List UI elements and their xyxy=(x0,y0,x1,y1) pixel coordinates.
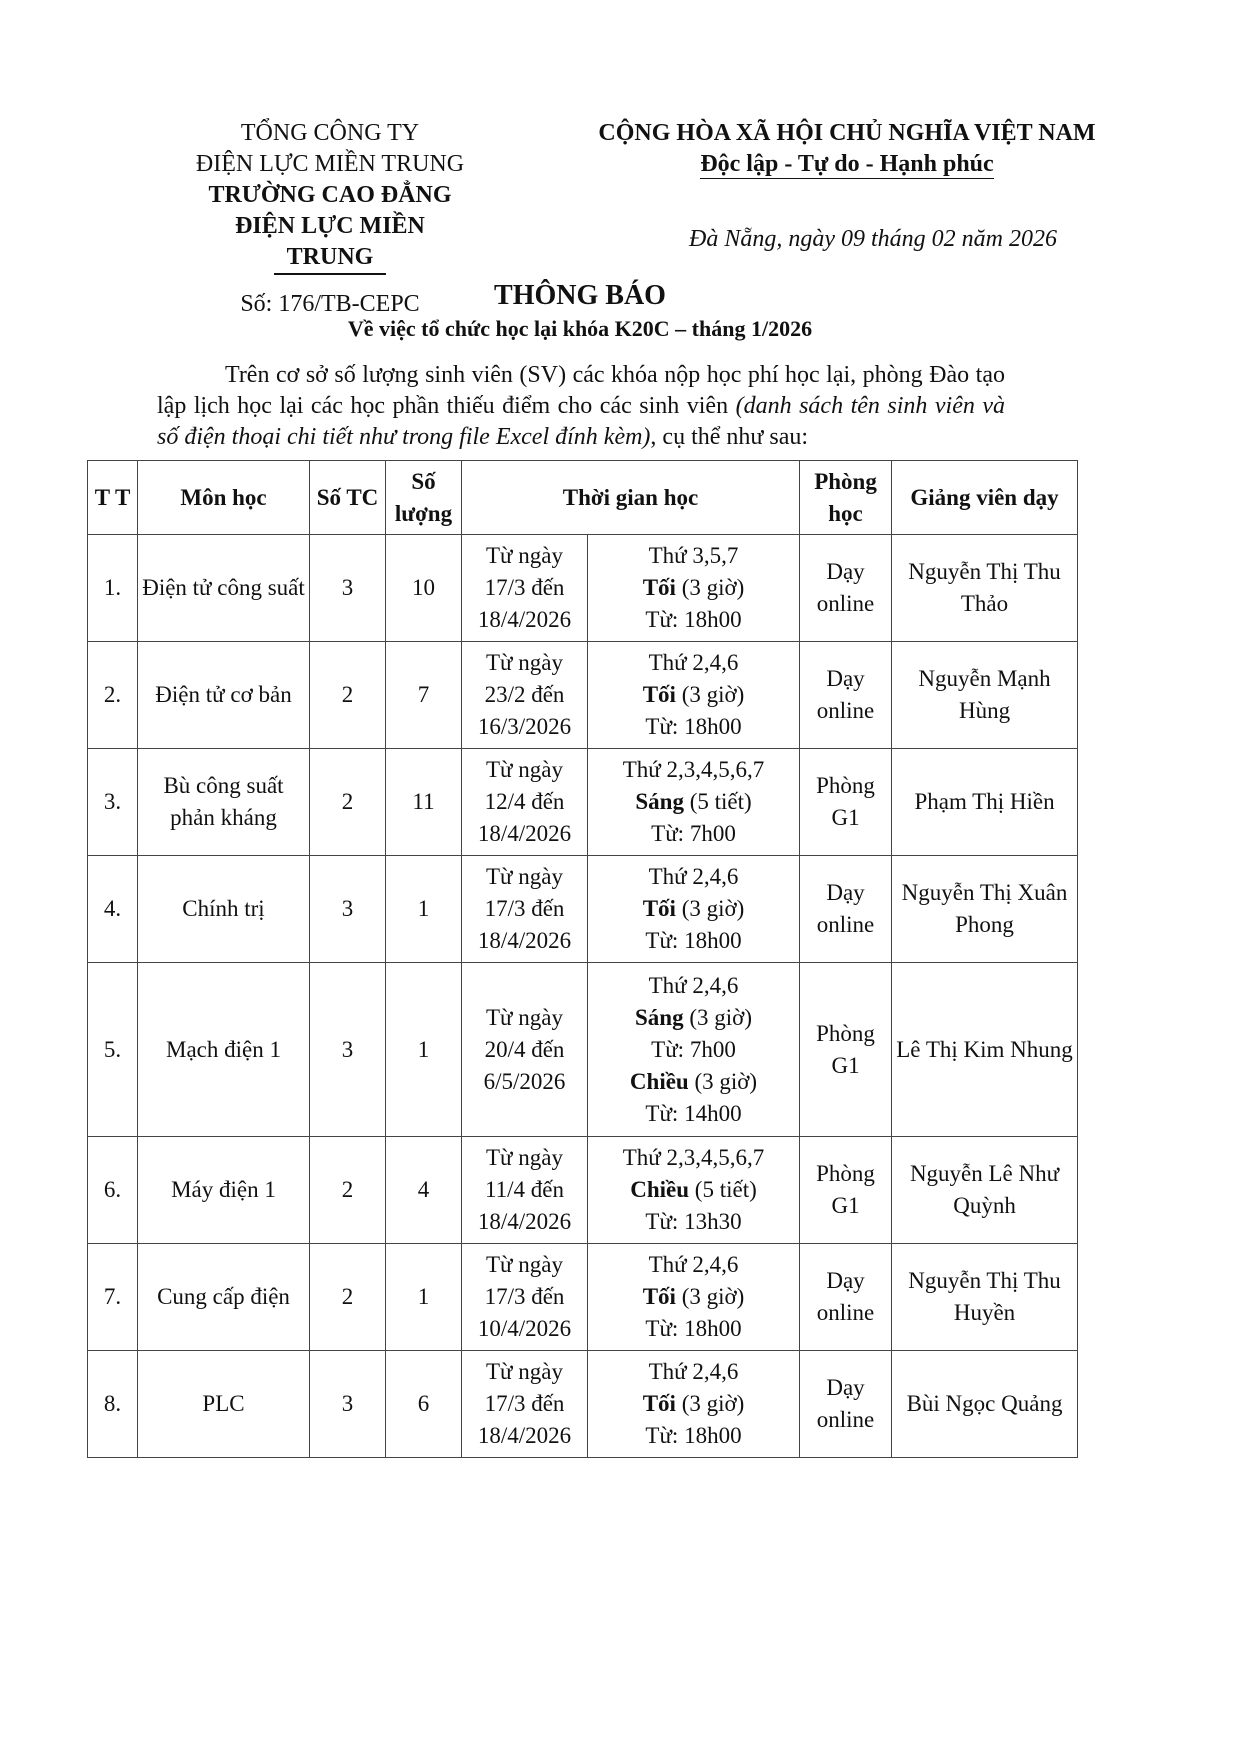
session-start: Từ: 18h00 xyxy=(645,928,742,953)
date-range-cell: Từ ngày 17/3 đến 18/4/2026 xyxy=(462,1351,588,1458)
session-name: Sáng xyxy=(635,789,684,814)
header-count: Số lượng xyxy=(386,461,462,535)
session-line xyxy=(592,893,795,925)
credits-cell: 2 xyxy=(310,1137,386,1244)
session-line xyxy=(592,1002,795,1034)
subject-cell: Cung cấp điện xyxy=(138,1244,310,1351)
student-count-cell: 1 xyxy=(386,856,462,963)
session-duration: (5 tiết) xyxy=(689,1177,757,1202)
lecturer-cell: Nguyễn Lê Như Quỳnh xyxy=(892,1137,1078,1244)
session-start: Từ: 18h00 xyxy=(645,714,742,739)
national-header xyxy=(552,118,1142,255)
session-name: Chiều xyxy=(630,1177,690,1202)
session-line xyxy=(592,1174,795,1206)
table-row xyxy=(88,749,1078,856)
lecturer-cell: Nguyễn Thị Thu Huyền xyxy=(892,1244,1078,1351)
session-start: Từ: 18h00 xyxy=(645,607,742,632)
header-lecturer: Giảng viên dạy xyxy=(892,461,1078,535)
session-line xyxy=(592,1281,795,1313)
table-row xyxy=(88,1351,1078,1458)
row-number: 7. xyxy=(88,1244,138,1351)
schedule-days: Thứ 2,4,6 xyxy=(648,1359,739,1384)
session-duration: (3 giờ) xyxy=(675,896,745,921)
issuer-line-2: ĐIỆN LỰC MIỀN TRUNG xyxy=(195,151,465,177)
session-name: Chiều xyxy=(629,1068,689,1094)
schedule-days: Thứ 2,4,6 xyxy=(648,972,739,998)
room-cell: Dạy online xyxy=(800,856,892,963)
credits-cell: 2 xyxy=(310,642,386,749)
schedule-cell xyxy=(588,642,800,749)
session-name: Tối xyxy=(642,1391,676,1416)
schedule-cell xyxy=(588,1244,800,1351)
header-room: Phòng học xyxy=(800,461,892,535)
subject-cell: Chính trị xyxy=(138,856,310,963)
room-cell: Dạy online xyxy=(800,1351,892,1458)
session-start: Từ: 7h00 xyxy=(651,1036,736,1062)
room-cell: Dạy online xyxy=(800,1244,892,1351)
credits-cell: 2 xyxy=(310,1244,386,1351)
issuer-line-4: ĐIỆN LỰC MIỀN TRUNG xyxy=(235,213,425,270)
schedule-cell xyxy=(588,856,800,963)
session-name: Tối xyxy=(642,575,676,600)
schedule-days: Thứ 2,4,6 xyxy=(648,1252,739,1277)
schedule-cell xyxy=(588,535,800,642)
nation-name: CỘNG HÒA XÃ HỘI CHỦ NGHĨA VIỆT NAM xyxy=(598,120,1096,146)
table-header-row xyxy=(88,461,1078,535)
session-start: Từ: 18h00 xyxy=(645,1423,742,1448)
student-count-cell: 1 xyxy=(386,1244,462,1351)
intro-text-italic: (danh sách tên sinh viên và số điện thoại chi tiết như trong file Excel đính kèm) xyxy=(157,393,1006,450)
table-body xyxy=(88,535,1078,1458)
session-duration: (3 giờ) xyxy=(688,1068,758,1094)
date-range-cell: Từ ngày 12/4 đến 18/4/2026 xyxy=(462,749,588,856)
date-range-cell: Từ ngày 17/3 đến 18/4/2026 xyxy=(462,856,588,963)
intro-text-3: , cụ thể như sau: xyxy=(650,424,809,450)
issuer-line-3: TRƯỜNG CAO ĐẲNG xyxy=(208,182,452,208)
table-row xyxy=(88,856,1078,963)
schedule-cell xyxy=(588,1137,800,1244)
student-count-cell: 6 xyxy=(386,1351,462,1458)
room-cell: Dạy online xyxy=(800,535,892,642)
schedule-days: Thứ 3,5,7 xyxy=(648,543,739,568)
header-subject: Môn học xyxy=(138,461,310,535)
session-line xyxy=(592,679,795,711)
session-start: Từ: 18h00 xyxy=(645,1316,742,1341)
date-range-cell: Từ ngày 17/3 đến 10/4/2026 xyxy=(462,1244,588,1351)
schedule-days: Thứ 2,3,4,5,6,7 xyxy=(622,757,765,782)
session-start: Từ: 7h00 xyxy=(651,821,736,846)
student-count-cell: 10 xyxy=(386,535,462,642)
student-count-cell: 11 xyxy=(386,749,462,856)
date-range-cell: Từ ngày 11/4 đến 18/4/2026 xyxy=(462,1137,588,1244)
student-count-cell: 7 xyxy=(386,642,462,749)
document-subtitle: Về việc tổ chức học lại khóa K20C – tháng 1/2026 xyxy=(347,316,813,341)
lecturer-cell: Nguyễn Thị Xuân Phong xyxy=(892,856,1078,963)
intro-paragraph xyxy=(157,360,1005,453)
document-title: THÔNG BÁO xyxy=(494,280,666,311)
row-number: 4. xyxy=(88,856,138,963)
session-duration: (3 giờ) xyxy=(675,1284,745,1309)
session-line xyxy=(592,1066,795,1098)
row-number: 5. xyxy=(88,963,138,1137)
table-row xyxy=(88,963,1078,1137)
session-duration: (5 tiết) xyxy=(683,789,752,814)
room-cell: Phòng G1 xyxy=(800,963,892,1137)
table-row xyxy=(88,1244,1078,1351)
session-line xyxy=(592,572,795,604)
lecturer-cell: Bùi Ngọc Quảng xyxy=(892,1351,1078,1458)
session-name: Tối xyxy=(642,1284,676,1309)
header-credits: Số TC xyxy=(310,461,386,535)
subject-cell: PLC xyxy=(138,1351,310,1458)
session-start: Từ: 14h00 xyxy=(645,1100,742,1126)
student-count-cell: 4 xyxy=(386,1137,462,1244)
lecturer-cell: Lê Thị Kim Nhung xyxy=(892,963,1078,1137)
table-row xyxy=(88,1137,1078,1244)
room-cell: Dạy online xyxy=(800,642,892,749)
session-start: Từ: 13h30 xyxy=(645,1209,742,1234)
national-motto: Độc lập - Tự do - Hạnh phúc xyxy=(700,151,994,177)
credits-cell: 3 xyxy=(310,1351,386,1458)
session-duration: (3 giờ) xyxy=(675,682,745,707)
table-row xyxy=(88,642,1078,749)
room-cell: Phòng G1 xyxy=(800,749,892,856)
room-cell: Phòng G1 xyxy=(800,1137,892,1244)
schedule-days: Thứ 2,3,4,5,6,7 xyxy=(622,1145,765,1170)
date-range-cell: Từ ngày 17/3 đến 18/4/2026 xyxy=(462,535,588,642)
document-date: Đà Nẵng, ngày 09 tháng 02 năm 2026 xyxy=(689,226,1057,252)
lecturer-cell: Nguyễn Mạnh Hùng xyxy=(892,642,1078,749)
lecturer-cell: Nguyễn Thị Thu Thảo xyxy=(892,535,1078,642)
session-duration: (3 giờ) xyxy=(675,1391,745,1416)
row-number: 2. xyxy=(88,642,138,749)
row-number: 1. xyxy=(88,535,138,642)
session-duration: (3 giờ) xyxy=(675,575,745,600)
document-number: Số: 176/TB-CEPC xyxy=(240,290,420,317)
row-number: 3. xyxy=(88,749,138,856)
subject-cell: Mạch điện 1 xyxy=(138,963,310,1137)
schedule-cell xyxy=(588,1351,800,1458)
intro-text-1: Trên cơ sở số lượng sinh viên (SV) các khóa nộp học phí học lại, phòng Đào tạo lập lịch học lại các học phần thiếu điểm cho các sinh viên xyxy=(157,362,1005,419)
issuer-underline xyxy=(274,273,386,275)
credits-cell: 3 xyxy=(310,535,386,642)
schedule-days: Thứ 2,4,6 xyxy=(648,864,739,889)
row-number: 8. xyxy=(88,1351,138,1458)
session-line xyxy=(592,1388,795,1420)
session-line xyxy=(592,786,795,818)
credits-cell: 3 xyxy=(310,856,386,963)
session-name: Sáng xyxy=(635,1004,684,1030)
schedule-table xyxy=(87,460,1078,1458)
header-tt: T T xyxy=(88,461,138,535)
subject-cell: Bù công suất phản kháng xyxy=(138,749,310,856)
date-range-cell: Từ ngày 23/2 đến 16/3/2026 xyxy=(462,642,588,749)
subject-cell: Điện tử cơ bản xyxy=(138,642,310,749)
credits-cell: 2 xyxy=(310,749,386,856)
student-count-cell: 1 xyxy=(386,963,462,1137)
credits-cell: 3 xyxy=(310,963,386,1137)
issuer-line-1: TỔNG CÔNG TY xyxy=(240,120,420,146)
session-duration: (3 giờ) xyxy=(683,1004,752,1030)
schedule-cell xyxy=(588,749,800,856)
date-range-cell: Từ ngày 20/4 đến 6/5/2026 xyxy=(462,963,588,1137)
lecturer-cell: Phạm Thị Hiền xyxy=(892,749,1078,856)
table-row xyxy=(88,535,1078,642)
row-number: 6. xyxy=(88,1137,138,1244)
schedule-days: Thứ 2,4,6 xyxy=(648,650,739,675)
schedule-cell xyxy=(588,963,800,1137)
header-time: Thời gian học xyxy=(462,461,800,535)
session-name: Tối xyxy=(642,682,676,707)
subject-cell: Máy điện 1 xyxy=(138,1137,310,1244)
session-name: Tối xyxy=(642,896,676,921)
subject-cell: Điện tử công suất xyxy=(138,535,310,642)
